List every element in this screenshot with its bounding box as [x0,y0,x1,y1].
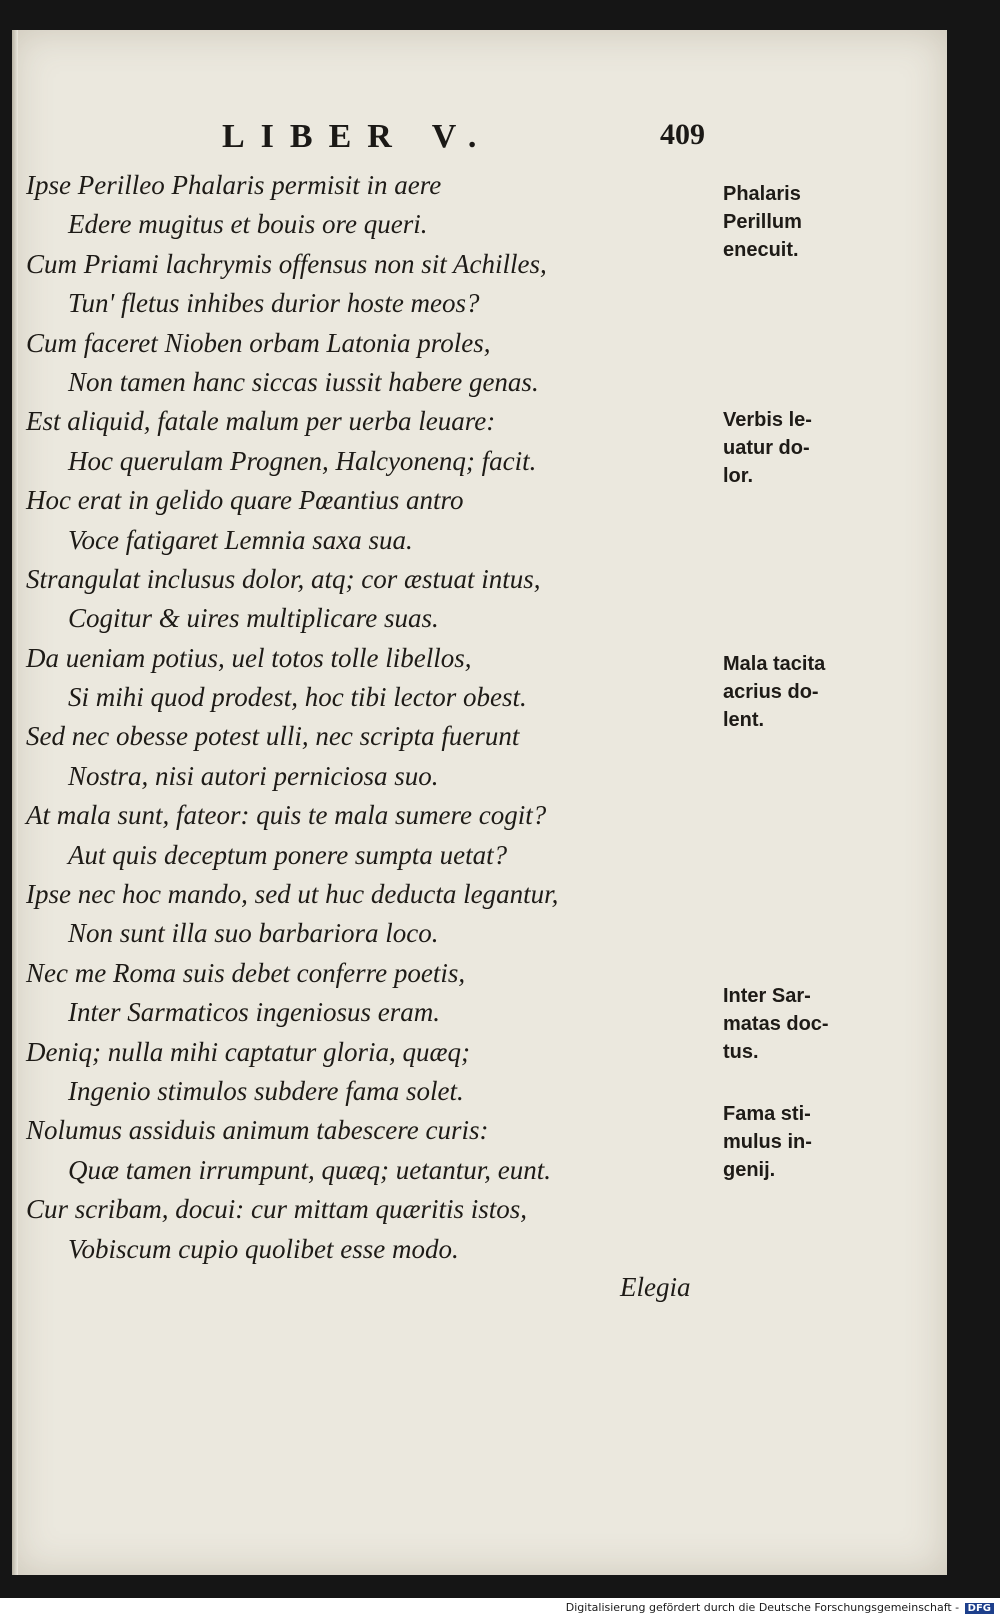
credit-text: Digitalisierung gefördert durch die Deutsche Forschungsgemeinschaft - [565,1601,960,1614]
side-note: Inter Sar- matas doc- tus. [723,985,829,1063]
verse-line: Tun' fletus inhibes durior hoste meos? [68,288,480,319]
verse-line: Deniq; nulla mihi captatur gloria, quæq; [26,1036,470,1067]
verse-line: Hoc querulam Prognen, Halcyonenq; facit. [68,445,537,476]
side-note: Mala tacita acrius do- lent. [723,653,826,731]
verse-line: Hoc erat in gelido quare Pœantius antro [26,485,464,516]
verse-line: Edere mugitus et bouis ore queri. [68,209,428,240]
verse-line: Cur scribam, docui: cur mittam quæritis istos, [26,1194,528,1225]
side-note: Fama sti- mulus in- genij. [723,1103,812,1181]
verse-line: Nostra, nisi autori perniciosa suo. [68,760,439,791]
verse-line: Da ueniam potius, uel totos tolle libellos, [26,642,472,673]
verse-line: Est aliquid, fatale malum per uerba leuare: [26,406,496,437]
verse-line: Sed nec obesse potest ulli, nec scripta fuerunt [26,721,520,752]
digitization-credit [566,1601,994,1614]
verse-block [26,166,646,1269]
verse-line: Cogitur & uires multiplicare suas. [68,603,439,634]
verse-line: At mala sunt, fateor: quis te mala sumere cogit? [26,800,547,831]
verse-line: Non sunt illa suo barbariora loco. [68,918,439,949]
verse-line: Voce fatigaret Lemnia saxa sua. [68,524,413,555]
verse-line: Si mihi quod prodest, hoc tibi lector obest. [68,682,527,713]
verse-line: Ingenio stimulos subdere fama solet. [68,1075,464,1106]
verse-line: Aut quis deceptum ponere sumpta uetat? [68,839,508,870]
page-number: 409 [660,118,705,151]
running-header: LIBER V. [222,118,493,155]
side-note: Phalaris Perillum enecuit. [723,183,802,261]
catchword: Elegia [620,1272,691,1302]
verse-line: Vobiscum cupio quolibet esse modo. [68,1233,459,1264]
verse-line: Inter Sarmaticos ingeniosus eram. [68,997,440,1028]
verse-line: Ipse nec hoc mando, sed ut huc deducta legantur, [26,879,559,910]
verse-line: Cum Priami lachrymis offensus non sit Achilles, [26,248,547,279]
verse-line: Cum faceret Nioben orbam Latonia proles, [26,327,491,358]
page-gutter-edge [12,30,18,1575]
verse-line: Strangulat inclusus dolor, atq; cor æstuat intus, [26,563,541,594]
verse-line: Nec me Roma suis debet conferre poetis, [26,957,466,988]
dfg-logo: DFG [965,1603,994,1614]
side-note: Verbis le- uatur do- lor. [723,409,812,487]
verse-line: Quæ tamen irrumpunt, quæq; uetantur, eunt. [68,1154,551,1185]
verse-line: Ipse Perilleo Phalaris permisit in aere [26,170,442,200]
verse-line: Non tamen hanc siccas iussit habere genas. [68,366,539,397]
verse-line: Nolumus assiduis animum tabescere curis: [26,1115,489,1146]
